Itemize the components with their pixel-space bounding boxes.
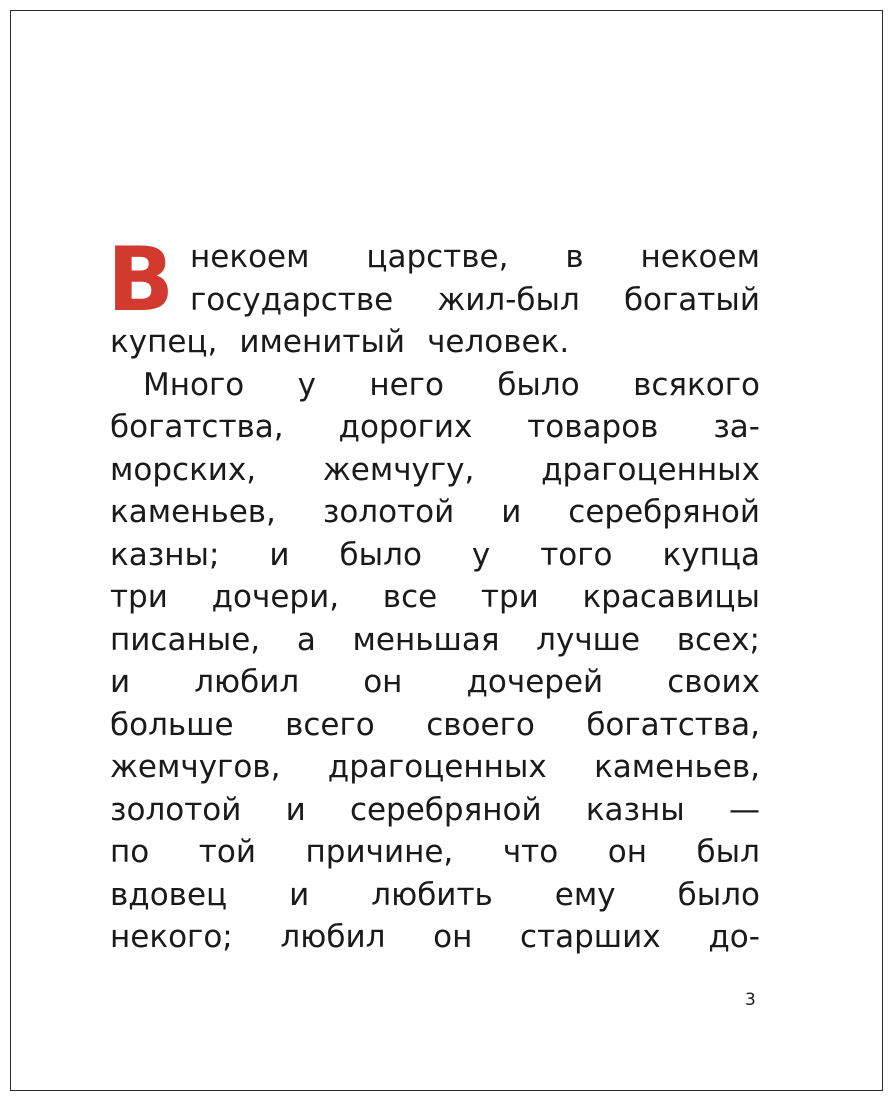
text-line	[110, 916, 760, 959]
word: а	[296, 621, 316, 658]
word: именитый	[239, 324, 406, 360]
word: каменьев,	[594, 749, 760, 785]
text-line	[110, 746, 760, 789]
word: три	[110, 579, 168, 615]
word: Много	[143, 366, 245, 403]
text-line	[110, 491, 760, 534]
word: вдовец	[110, 876, 228, 913]
word: золотой	[110, 791, 242, 828]
word: в	[565, 239, 584, 275]
text-line	[110, 279, 760, 322]
text-line	[110, 874, 760, 917]
word: лучше	[536, 621, 641, 658]
word: и	[269, 536, 290, 573]
word: причине,	[305, 834, 454, 870]
word: дорогих	[338, 409, 473, 445]
word: серебряной	[349, 791, 542, 828]
word: было	[677, 876, 760, 913]
word: и	[289, 876, 310, 913]
word: своего	[426, 706, 535, 743]
word: он	[433, 919, 473, 955]
word: было	[339, 536, 422, 573]
word: некоем	[190, 239, 310, 275]
word: каменьев,	[110, 494, 276, 530]
word: у	[471, 536, 491, 573]
text-line	[110, 831, 760, 874]
word: того	[540, 536, 613, 573]
word: человек.	[427, 324, 570, 360]
word: меньшая	[352, 621, 500, 658]
word: было	[497, 366, 580, 403]
word: казны	[585, 791, 685, 828]
word: он	[607, 834, 647, 870]
word: ему	[554, 876, 616, 913]
word: него	[369, 366, 444, 403]
text-line	[110, 321, 760, 364]
word: серебряной	[568, 494, 760, 530]
word: царстве,	[366, 239, 509, 275]
word: купец,	[110, 324, 218, 360]
text-line	[110, 661, 760, 704]
word: некоем	[640, 239, 760, 275]
word: и	[285, 791, 306, 828]
word: купца	[662, 536, 760, 573]
word: богатства,	[110, 409, 284, 445]
word: морских,	[110, 451, 257, 488]
text-line	[110, 789, 760, 832]
word: жемчугу,	[322, 451, 475, 488]
word: своих	[667, 664, 760, 700]
word: три	[480, 579, 539, 615]
word: золотой	[322, 494, 455, 530]
word: за-	[713, 409, 760, 445]
word: казны;	[110, 536, 220, 573]
text-line	[110, 449, 760, 492]
word: дочерей	[466, 664, 604, 700]
word: некого;	[110, 919, 233, 955]
word: был	[696, 834, 760, 870]
word: все	[382, 579, 438, 615]
word: красавицы	[582, 579, 760, 615]
word: он	[363, 664, 403, 700]
story-text	[107, 228, 760, 959]
word: больше	[110, 706, 234, 743]
word: жемчугов,	[110, 749, 281, 785]
word: драгоценных	[541, 451, 760, 488]
word: государстве	[190, 281, 394, 318]
word: и	[110, 664, 131, 700]
word: до-	[708, 919, 760, 955]
word: —	[728, 791, 760, 828]
word: по	[110, 834, 150, 870]
word: любил	[280, 919, 386, 955]
word: драгоценных	[327, 749, 547, 785]
page-number: 3	[745, 990, 756, 1010]
word: любил	[194, 664, 300, 700]
word: всех;	[676, 621, 760, 658]
word: всего	[285, 706, 375, 743]
word: жил-был	[437, 281, 580, 318]
word: дочери,	[211, 579, 340, 615]
text-line	[110, 576, 760, 619]
text-line	[110, 406, 760, 449]
text-line	[110, 534, 760, 577]
word: товаров	[527, 409, 659, 445]
word: и	[501, 494, 522, 530]
word: богатства,	[586, 706, 760, 743]
word: той	[198, 834, 256, 870]
drop-cap: В	[107, 228, 174, 331]
word: у	[297, 366, 316, 403]
word: богатый	[623, 281, 760, 318]
text-line	[110, 364, 760, 407]
word: старших	[520, 919, 661, 955]
word: любить	[371, 876, 493, 913]
text-line	[110, 619, 760, 662]
word: всякого	[633, 366, 760, 403]
word: писаные,	[110, 621, 261, 658]
text-line	[110, 704, 760, 747]
text-line	[110, 236, 760, 279]
word: что	[502, 834, 559, 870]
